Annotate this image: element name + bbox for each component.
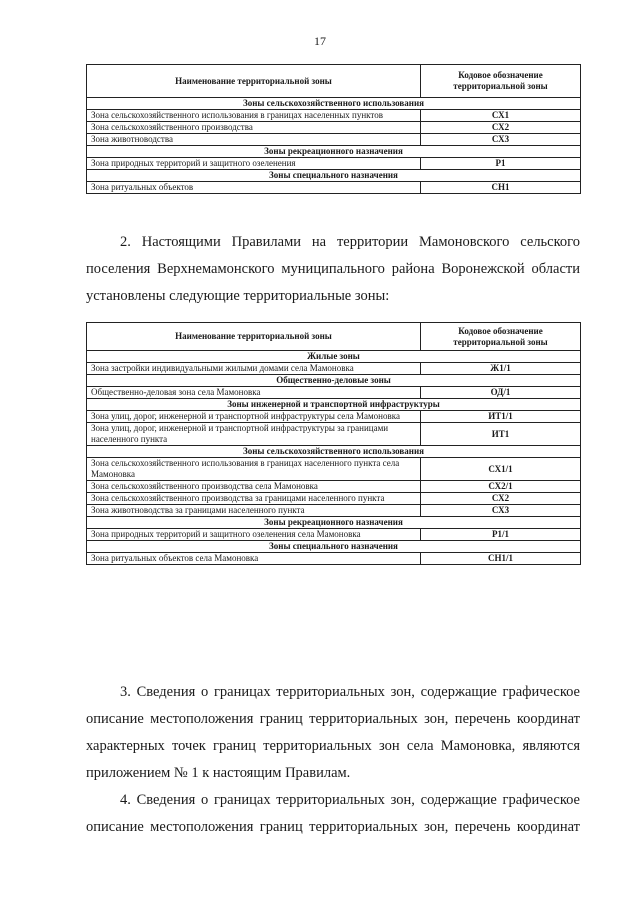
paragraph-2-line-1: 2. Настоящими Правилами на территории Мамоновского сельского	[120, 234, 580, 250]
zone-code: ИТ1	[421, 423, 581, 446]
section-row	[87, 170, 581, 182]
section-title: Зоны рекреационного назначения	[87, 517, 581, 529]
zone-name: Зона застройки индивидуальными жилыми домами села Мамоновка	[87, 363, 421, 375]
zone-code: СН1	[421, 182, 581, 194]
paragraph-3-line-4: приложением № 1 к настоящим Правилам.	[86, 765, 351, 781]
zone-name: Зона ритуальных объектов села Мамоновка	[87, 553, 421, 565]
section-title: Зоны сельскохозяйственного использования	[87, 98, 581, 110]
page-number: 17	[314, 34, 326, 48]
section-title: Общественно-деловые зоны	[87, 375, 581, 387]
zone-code: СХ1	[421, 110, 581, 122]
table-row	[87, 505, 581, 517]
section-row	[87, 351, 581, 363]
table-row	[87, 553, 581, 565]
table-row	[87, 411, 581, 423]
zone-code: СХ3	[421, 134, 581, 146]
zone-code: ИТ1/1	[421, 411, 581, 423]
zone-name: Зона сельскохозяйственного производства	[87, 122, 421, 134]
header-zone-name: Наименование территориальной зоны	[87, 65, 421, 98]
zone-code: СХ1/1	[421, 458, 581, 481]
zone-name: Зона ритуальных объектов	[87, 182, 421, 194]
section-row	[87, 98, 581, 110]
zone-name: Зона улиц, дорог, инженерной и транспортной инфраструктуры за границами населенного пункта	[87, 423, 421, 446]
zone-code: Ж1/1	[421, 363, 581, 375]
table-row	[87, 387, 581, 399]
zone-name: Зона животноводства за границами населенного пункта	[87, 505, 421, 517]
zone-code: Р1	[421, 158, 581, 170]
section-row	[87, 146, 581, 158]
zone-name: Зона природных территорий и защитного озеленения села Мамоновка	[87, 529, 421, 541]
zone-name: Общественно-деловая зона села Мамоновка	[87, 387, 421, 399]
table-row	[87, 158, 581, 170]
table-row	[87, 110, 581, 122]
paragraph-2-line-2: поселения Верхнемамонского муниципального района Воронежской области	[86, 261, 580, 277]
zone-code: ОД/1	[421, 387, 581, 399]
paragraph-4-line-2: описание местоположения границ территориальных зон, перечень координат	[86, 819, 580, 835]
zone-name: Зона сельскохозяйственного производства за границами населенного пункта	[87, 493, 421, 505]
table-row	[87, 423, 581, 446]
section-title: Зоны специального назначения	[87, 541, 581, 553]
table-row	[87, 458, 581, 481]
zone-name: Зона природных территорий и защитного озеленения	[87, 158, 421, 170]
table-row	[87, 134, 581, 146]
section-row	[87, 446, 581, 458]
zone-code: СН1/1	[421, 553, 581, 565]
section-row	[87, 375, 581, 387]
table-row	[87, 493, 581, 505]
header-zone-name: Наименование территориальной зоны	[87, 323, 421, 351]
section-title: Жилые зоны	[87, 351, 581, 363]
table-row	[87, 122, 581, 134]
zone-code: СХ2/1	[421, 481, 581, 493]
paragraph-4-line-1: 4. Сведения о границах территориальных зон, содержащие графическое	[120, 792, 580, 808]
paragraph-3-line-1: 3. Сведения о границах территориальных зон, содержащие графическое	[120, 684, 580, 700]
zone-name: Зона сельскохозяйственного использования в границах населенного пункта села Мамоновка	[87, 458, 421, 481]
table-row	[87, 481, 581, 493]
section-row	[87, 517, 581, 529]
zone-name: Зона животноводства	[87, 134, 421, 146]
paragraph-3-line-3: характерных точек границ территориальных зон села Мамоновка, являются	[86, 738, 580, 754]
header-zone-code: Кодовое обозначение территориальной зоны	[421, 65, 581, 98]
table-header-row	[87, 65, 581, 98]
paragraph-2-line-3: установлены следующие территориальные зоны:	[86, 288, 390, 304]
zone-code: СХ2	[421, 493, 581, 505]
section-row	[87, 399, 581, 411]
table-header-row	[87, 323, 581, 351]
zone-name: Зона сельскохозяйственного производства села Мамоновка	[87, 481, 421, 493]
zones-table-2	[86, 322, 581, 565]
zone-code: СХ3	[421, 505, 581, 517]
table-row	[87, 182, 581, 194]
section-title: Зоны специального назначения	[87, 170, 581, 182]
header-zone-code: Кодовое обозначение территориальной зоны	[421, 323, 581, 351]
zone-name: Зона сельскохозяйственного использования в границах населенных пунктов	[87, 110, 421, 122]
table-row	[87, 529, 581, 541]
zone-name: Зона улиц, дорог, инженерной и транспортной инфраструктуры села Мамоновка	[87, 411, 421, 423]
zone-code: СХ2	[421, 122, 581, 134]
zone-code: Р1/1	[421, 529, 581, 541]
section-title: Зоны сельскохозяйственного использования	[87, 446, 581, 458]
paragraph-3-line-2: описание местоположения границ территориальных зон, перечень координат	[86, 711, 580, 727]
table-row	[87, 363, 581, 375]
section-title: Зоны инженерной и транспортной инфраструктуры	[87, 399, 581, 411]
zones-table-1	[86, 64, 581, 194]
section-title: Зоны рекреационного назначения	[87, 146, 581, 158]
section-row	[87, 541, 581, 553]
